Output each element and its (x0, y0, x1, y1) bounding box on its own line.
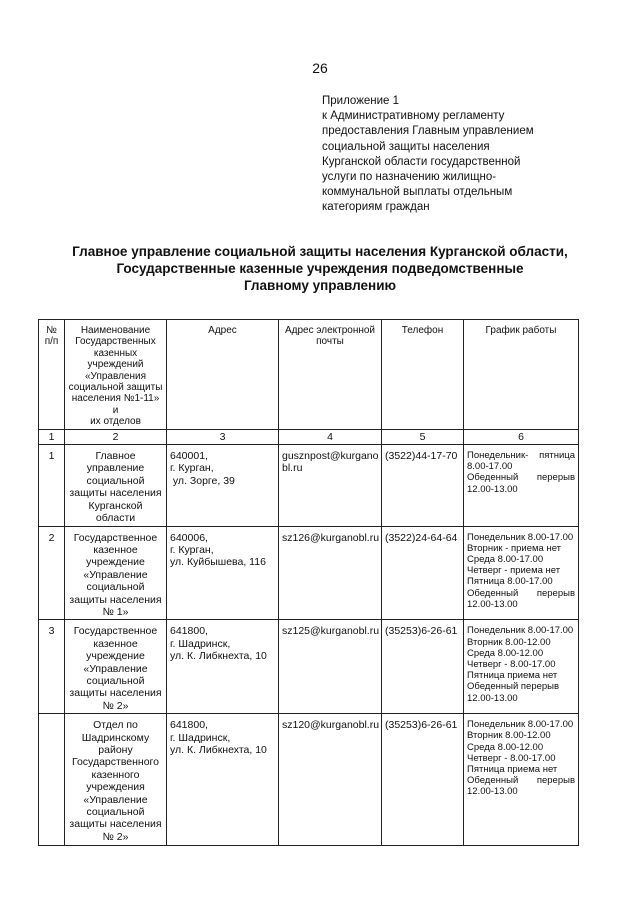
table-header (39, 320, 579, 445)
address-line: ул. Куйбышева, 116 (170, 556, 266, 569)
column-number: 5 (382, 429, 464, 444)
header-text: Государственных (75, 336, 156, 348)
email-address: sz126@kurganobl.ru (282, 531, 380, 544)
schedule-text: перерыв (536, 472, 575, 484)
work-schedule (464, 620, 579, 714)
column-number: 2 (65, 429, 167, 444)
header-text: учреждений (87, 359, 144, 371)
name-line: учреждение (86, 556, 145, 569)
email-address: bl.ru (282, 462, 303, 475)
schedule-line: Среда 8.00-12.00 (467, 647, 544, 659)
schedule-line: 12.00-13.00 (467, 786, 518, 798)
schedule-text: перерыв (536, 775, 575, 787)
appendix-line: услуги по назначению жилищно- (322, 171, 497, 184)
schedule-line: Четверг - 8.00-17.00 (467, 752, 556, 764)
appendix-line: предоставления Главным управлением (322, 125, 534, 138)
institution-address (167, 526, 279, 620)
heading-line: Главному управлению (243, 278, 397, 293)
appendix-line: к Административному регламенту (322, 110, 505, 123)
heading-line: Государственные казенные учреждения подведомственные (116, 261, 524, 276)
address-line: г. Курган, (170, 543, 214, 556)
institution-address (167, 445, 279, 526)
institution-email (279, 714, 382, 846)
schedule-line: Четверг - 8.00-17.00 (467, 658, 556, 670)
table-row (39, 445, 579, 526)
header-name (65, 320, 167, 430)
name-line: «Управление (83, 662, 148, 675)
email-address: sz125@kurganobl.ru (282, 625, 380, 638)
column-number: 6 (464, 429, 579, 444)
schedule-line: Обеденный перерыв (467, 681, 560, 693)
email-address: sz120@kurganobl.ru (282, 719, 380, 732)
schedule-line (467, 775, 575, 786)
page-number: 26 (312, 60, 328, 76)
schedule-text: Понедельник- (467, 450, 529, 462)
name-line: казенного (91, 768, 140, 781)
column-number: 4 (279, 429, 382, 444)
header-text: Адрес электронной (284, 325, 376, 336)
institution-email (279, 445, 382, 526)
name-line: защиты населения (69, 818, 162, 831)
name-line: Главное (95, 450, 136, 463)
header-address: Адрес (167, 320, 279, 430)
schedule-line: Понедельник 8.00-17.00 (467, 531, 574, 543)
schedule-line: Вторник 8.00-12.00 (467, 730, 551, 742)
name-line: Шадринскому (81, 731, 150, 744)
document-heading (60, 243, 580, 294)
work-schedule (464, 526, 579, 620)
name-line: «Управление (83, 793, 148, 806)
address-line: г. Курган, (170, 462, 214, 475)
header-num (39, 320, 65, 430)
schedule-line: Вторник 8.00-12.00 (467, 636, 551, 648)
header-schedule: График работы (464, 320, 579, 430)
work-schedule (464, 445, 579, 526)
address-line: ул. К. Либкнехта, 10 (170, 650, 267, 663)
address-line: г. Шадринск, (170, 637, 231, 650)
institution-phone: (35253)6-26-61 (382, 714, 464, 846)
row-number: 1 (39, 445, 65, 526)
address-line: г. Шадринск, (170, 731, 231, 744)
name-line: защиты населения (69, 687, 162, 700)
appendix-line: Курганской области государственной (322, 155, 521, 168)
heading-line: Главное управление социальной защиты населения Курганской области, (72, 244, 568, 259)
name-line: области (95, 512, 136, 525)
table-row (39, 620, 579, 714)
schedule-line: 8.00-17.00 (467, 461, 513, 473)
header-text: «Управления (84, 370, 146, 382)
header-email (279, 320, 382, 430)
schedule-text: Обеденный (467, 587, 519, 599)
institution-address (167, 714, 279, 846)
header-text: населения №1-11» и (71, 393, 160, 416)
schedule-text: Обеденный (467, 775, 519, 787)
appendix-line: коммунальной выплаты отдельным (322, 186, 513, 199)
schedule-line: 12.00-13.00 (467, 692, 518, 704)
column-number: 1 (39, 429, 65, 444)
name-line: Отдел по (93, 719, 138, 732)
institution-phone: (3522)44-17-70 (382, 445, 464, 526)
table-body (39, 445, 579, 846)
column-number: 3 (167, 429, 279, 444)
appendix-line: социальной защиты населения (322, 140, 490, 153)
name-line: району (98, 744, 133, 756)
address-line: 641800, (170, 719, 208, 732)
name-line: казенное (93, 637, 138, 650)
address-line: 640006, (170, 531, 208, 544)
schedule-line: Понедельник 8.00-17.00 (467, 719, 574, 731)
address-line: ул. Зорге, 39 (170, 474, 235, 487)
address-line: 640001, (170, 450, 208, 463)
name-line: социальной (86, 474, 145, 487)
name-line: казенное (93, 543, 138, 556)
schedule-line: 12.00-13.00 (467, 598, 518, 610)
schedule-line: Среда 8.00-17.00 (467, 553, 544, 565)
name-line: управление (86, 462, 145, 475)
name-line: № 2» (102, 699, 129, 712)
name-line: социальной (86, 806, 145, 819)
header-text: № (46, 325, 57, 336)
name-line: защиты населения (69, 487, 162, 500)
name-line: учреждения (86, 781, 145, 794)
name-line: № 2» (102, 830, 129, 843)
schedule-line (467, 472, 575, 483)
schedule-line: Среда 8.00-12.00 (467, 741, 544, 753)
address-line: ул. К. Либкнехта, 10 (170, 744, 267, 756)
appendix-line: категориям граждан (322, 201, 430, 214)
table-row (39, 526, 579, 620)
schedule-line (467, 588, 575, 599)
table-row (39, 714, 579, 846)
schedule-text: перерыв (536, 587, 575, 599)
email-address: gusznpost@kurgano (282, 450, 379, 463)
work-schedule (464, 714, 579, 846)
schedule-line: 12.00-13.00 (467, 483, 518, 495)
schedule-line: Пятница 8.00-17.00 (467, 576, 553, 588)
institutions-table (38, 319, 579, 846)
column-numbers-row (39, 429, 579, 444)
schedule-line: Четверг - приема нет (467, 565, 561, 577)
institution-name (65, 526, 167, 620)
header-text: социальной защиты (68, 382, 163, 394)
schedule-text: пятница (539, 450, 575, 462)
institution-name (65, 445, 167, 526)
institution-email (279, 620, 382, 714)
row-number (39, 714, 65, 846)
header-row (39, 320, 579, 430)
name-line: Государственное (73, 531, 158, 544)
institution-address (167, 620, 279, 714)
name-line: Государственного (71, 756, 159, 769)
header-text: их отделов (90, 416, 141, 428)
name-line: № 1» (102, 605, 129, 618)
schedule-line: Понедельник 8.00-17.00 (467, 625, 574, 637)
name-line: социальной (86, 674, 145, 687)
schedule-line (467, 450, 575, 461)
header-text: Наименование (80, 325, 151, 336)
appendix-note (322, 94, 572, 216)
name-line: Курганской (88, 499, 143, 512)
header-text: п/п (44, 336, 59, 348)
header-text: казенных (93, 347, 138, 359)
institution-name (65, 620, 167, 714)
name-line: Государственное (73, 625, 158, 638)
row-number: 2 (39, 526, 65, 620)
institution-phone: (3522)24-64-64 (382, 526, 464, 620)
appendix-line: Приложение 1 (322, 95, 400, 107)
schedule-line: Пятница приема нет (467, 670, 558, 682)
name-line: социальной (86, 581, 145, 594)
header-phone: Телефон (382, 320, 464, 430)
schedule-text: Обеденный (467, 472, 519, 484)
name-line: учреждение (86, 650, 145, 663)
name-line: «Управление (83, 568, 148, 581)
header-text: почты (316, 336, 344, 348)
institution-name (65, 714, 167, 846)
institution-phone: (35253)6-26-61 (382, 620, 464, 714)
name-line: защиты населения (69, 593, 162, 606)
address-line: 641800, (170, 625, 208, 638)
row-number: 3 (39, 620, 65, 714)
schedule-line: Пятница приема нет (467, 764, 558, 775)
institution-email (279, 526, 382, 620)
schedule-line: Вторник - приема нет (467, 542, 562, 554)
